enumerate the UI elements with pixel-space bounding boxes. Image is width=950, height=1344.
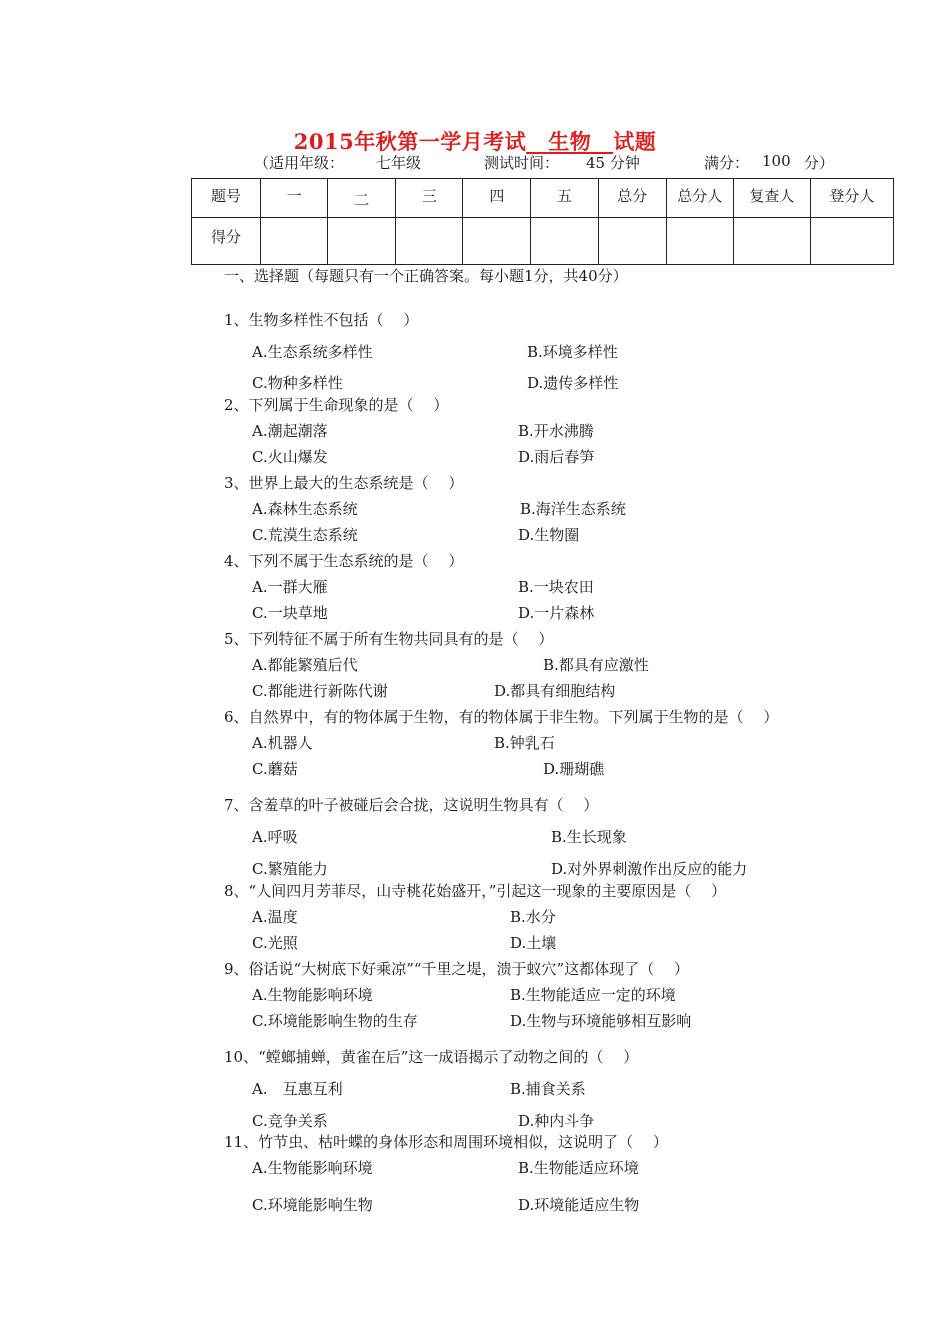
option-a: A.温度 [252,908,298,926]
score-table-score-row [192,218,894,265]
option-b: B.水分 [510,908,556,926]
score-cell[interactable] [531,218,598,265]
header-cell-1: 一 [261,179,328,218]
option-b: B.生物能适应一定的环境 [510,986,676,1004]
option-d: D.环境能适应生物 [518,1196,640,1214]
section-heading: 一、选择题（每题只有一个正确答案。每小题1分，共40分） [224,267,628,285]
question-stem: 8、“人间四月芳菲尽，山寺桃花始盛开，”引起这一现象的主要原因是（ ） [224,882,727,900]
option-c: C.环境能影响生物 [252,1196,373,1214]
option-d: D.对外界刺激作出反应的能力 [551,860,748,878]
option-c: C.环境能影响生物的生存 [252,1012,418,1030]
option-d: D.土壤 [510,934,557,952]
option-b: B.环境多样性 [527,343,618,361]
option-c: C.都能进行新陈代谢 [252,682,388,700]
option-b: B.开水沸腾 [518,422,594,440]
score-cell[interactable] [261,218,328,265]
option-a: A.都能繁殖后代 [252,656,358,674]
option-d: D.生物圈 [518,526,580,544]
option-b: B.生物能适应环境 [518,1159,639,1177]
score-value: 100 [762,152,791,170]
score-cell[interactable] [598,218,666,265]
option-c: C.一块草地 [252,604,328,622]
option-b: B.海洋生态系统 [520,500,626,518]
score-row-label: 得分 [192,218,261,265]
question-stem: 5、下列特征不属于所有生物共同具有的是（ ） [224,630,554,648]
question-stem: 10、“螳螂捕蝉，黄雀在后”这一成语揭示了动物之间的（ ） [224,1048,639,1066]
option-b: B.生长现象 [551,828,627,846]
header-cell-number: 题号 [192,179,261,218]
question-stem: 9、俗话说“大树底下好乘凉”“千里之堤，溃于蚁穴”这都体现了（ ） [224,960,689,978]
score-table-header-row [192,179,894,218]
option-b: B.都具有应激性 [543,656,649,674]
option-a: A.生物能影响环境 [252,986,373,1004]
option-a: A.机器人 [252,734,313,752]
score-cell[interactable] [328,218,396,265]
header-cell-total-person: 总分人 [666,179,733,218]
header-cell-reviewer: 复查人 [733,179,810,218]
grade-label: （适用年级： [254,154,345,172]
title-part1: 2015年秋第一学月考试 [293,129,527,154]
option-a: A.呼吸 [252,828,298,846]
option-c: C.光照 [252,934,298,952]
question-stem: 7、含羞草的叶子被碰后会合拢，这说明生物具有（ ） [224,796,599,814]
option-d: D.种内斗争 [518,1112,595,1130]
title-part2: 试题 [613,129,657,154]
option-d: D.雨后春笋 [518,448,595,466]
option-b: B.钟乳石 [494,734,555,752]
option-c: C.荒漠生态系统 [252,526,358,544]
question-stem: 6、自然界中，有的物体属于生物，有的物体属于非生物。下列属于生物的是（ ） [224,708,779,726]
title-subject: __生物__ [526,129,614,154]
score-cell[interactable] [396,218,463,265]
header-cell-recorder: 登分人 [810,179,893,218]
score-cell[interactable] [810,218,893,265]
header-cell-3: 三 [396,179,463,218]
option-c: C.繁殖能力 [252,860,328,878]
score-label: 满分： [704,154,750,172]
option-d: D.遗传多样性 [527,374,619,392]
header-cell-4: 四 [463,179,531,218]
question-stem: 3、世界上最大的生态系统是（ ） [224,474,464,492]
grade-value: 七年级 [376,154,422,172]
option-b: B.捕食关系 [510,1080,586,1098]
option-c: C.竞争关系 [252,1112,328,1130]
option-d: D.珊瑚礁 [543,760,605,778]
question-stem: 1、生物多样性不包括（ ） [224,311,419,329]
score-cell[interactable] [463,218,531,265]
time-label: 测试时间： [484,154,560,172]
question-stem: 4、下列不属于生态系统的是（ ） [224,552,464,570]
option-a: A.潮起潮落 [252,422,328,440]
question-stem: 2、下列属于生命现象的是（ ） [224,396,449,414]
option-d: D.生物与环境能够相互影响 [510,1012,692,1030]
option-c: C.蘑菇 [252,760,298,778]
score-unit: 分） [804,154,835,172]
score-cell[interactable] [733,218,810,265]
question-stem: 11、竹节虫、枯叶蝶的身体形态和周围环境相似，这说明了（ ） [224,1133,668,1151]
option-a: A.生态系统多样性 [252,343,373,361]
option-a: A.一群大雁 [252,578,328,596]
option-a: A. 互惠互利 [252,1080,343,1098]
header-cell-total: 总分 [598,179,666,218]
option-d: D.一片森林 [518,604,595,622]
option-b: B.一块农田 [518,578,594,596]
option-a: A.生物能影响环境 [252,1159,373,1177]
option-c: C.物种多样性 [252,374,343,392]
header-cell-2: 二 [328,179,396,218]
option-a: A.森林生态系统 [252,500,358,518]
header-cell-5: 五 [531,179,598,218]
time-value: 45 分钟 [586,154,640,172]
score-cell[interactable] [666,218,733,265]
option-d: D.都具有细胞结构 [494,682,616,700]
score-table [191,178,894,265]
option-c: C.火山爆发 [252,448,328,466]
